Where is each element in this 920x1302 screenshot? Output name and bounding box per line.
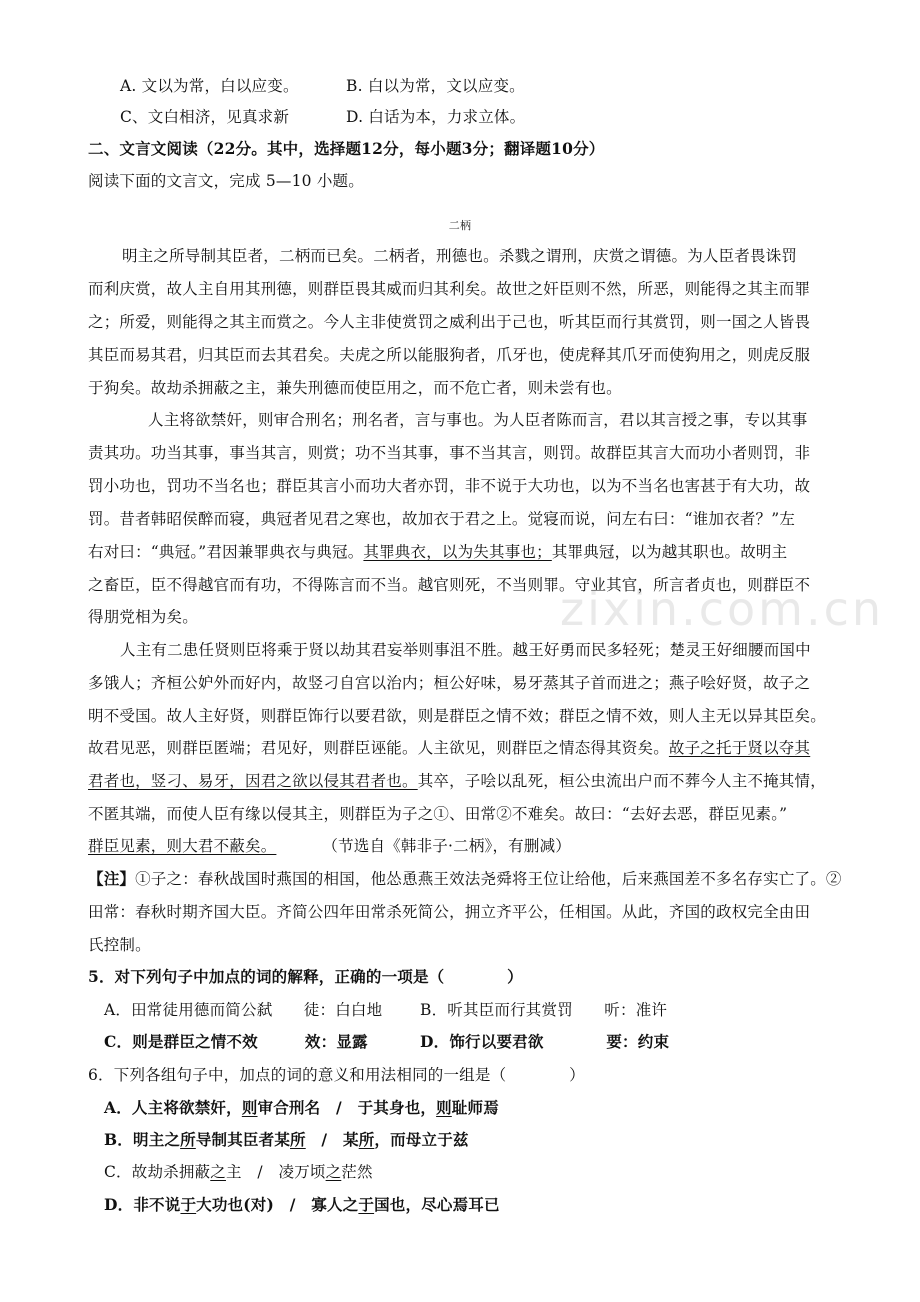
dotted-word: 之 bbox=[210, 1163, 226, 1181]
note-line3: 氏控制。 bbox=[88, 936, 151, 954]
text-run: 茫然 bbox=[341, 1163, 373, 1181]
underlined-sentence: 故子之托于贤以夺其 bbox=[668, 739, 811, 757]
text-run: 其卒，子哙以乱死，桓公虫流出户而不葬今人主不掩其情， bbox=[417, 772, 826, 790]
underlined-sentence: 君者也，竖刁、易牙，因君之欲以侵其君者也。 bbox=[88, 772, 418, 790]
q6-option-c bbox=[104, 1162, 373, 1182]
passage-p3-line3: 明不受国。故人主好贤，则群臣饰行以要君欲，则是群臣之情不效；群臣之情不效，则人主无以异其臣矣。 bbox=[88, 707, 826, 725]
text-run: B．明主之 bbox=[104, 1130, 181, 1149]
underlined-sentence: 其罪典衣，以为失其事也； bbox=[363, 543, 552, 561]
q5-stem: 5．对下列句子中加点的词的解释，正确的一项是（ ） bbox=[88, 967, 523, 986]
passage-p2-line5 bbox=[88, 542, 787, 562]
text-run: 故君见恶，则群臣匿端；君见好，则群臣诬能。人主欲见，则群臣之情态得其资矣。 bbox=[88, 739, 669, 757]
text-run: D．非不说 bbox=[104, 1195, 181, 1214]
q4-option-c: C、文白相济，见真求新 bbox=[120, 108, 290, 126]
text-run: 耻师焉 bbox=[451, 1098, 499, 1117]
text-run: 国也，尽心焉耳已 bbox=[374, 1195, 500, 1214]
passage-p3-line7 bbox=[88, 836, 571, 856]
note-line2: 田常：春秋时期齐国大臣。齐简公四年田常杀死简公，拥立齐平公，任相国。从此，齐国的政权完全由田 bbox=[88, 903, 811, 921]
dotted-word: 所 bbox=[290, 1130, 306, 1149]
passage-p3-line6: 不匿其端，而使人臣有缘以侵其主，则群臣为子之①、田常②不难矣。故曰：“去好去恶，群臣见素。” bbox=[88, 805, 788, 823]
watermark: zixin.com.cn bbox=[560, 582, 885, 636]
q5-option-a: A．田常徒用德而简公弑 徒：白白地 bbox=[104, 1001, 383, 1019]
passage-p3-line5 bbox=[88, 771, 826, 791]
dotted-word: 则 bbox=[241, 1098, 258, 1117]
text-run: A．人主将欲禁奸， bbox=[104, 1098, 242, 1117]
text-run: 导制其臣者某 bbox=[195, 1130, 291, 1149]
passage-p1-line5: 于狗矣。故劫杀拥蔽之主，兼失刑德而使臣用之，而不危亡者，则未尝有也。 bbox=[88, 379, 622, 397]
passage-p1-line4: 其臣而易其君，归其臣而去其君矣。夫虎之所以能服狗者，爪牙也，使虎释其爪牙而使狗用之，则虎反服 bbox=[88, 346, 811, 364]
text-run: ，而母立于兹 bbox=[374, 1130, 469, 1149]
text-run: 大功也(对) / 寡人之 bbox=[196, 1195, 359, 1214]
passage-p1-line1: 明主之所导制其臣者，二柄而已矣。二柄者，刑德也。杀戮之谓刑，庆赏之谓德。为人臣者畏诛罚 bbox=[122, 247, 798, 265]
passage-p2-line4: 罚。昔者韩昭侯醉而寝，典冠者见君之寒也，故加衣于君之上。觉寝而说，问左右曰：“谁加衣者？”左 bbox=[88, 510, 796, 528]
passage-p1-line2: 而利庆赏，故人主自用其刑德，则群臣畏其威而归其利矣。故世之奸臣则不然，所恶，则能得之其主而罪 bbox=[88, 280, 811, 298]
dotted-word: 之 bbox=[325, 1163, 342, 1181]
passage-p2-line6: 之畜臣，臣不得越官而有功，不得陈言而不当。越官则死，不当则罪。守业其官，所言者贞也，则群臣不 bbox=[88, 576, 811, 594]
passage-p3-line4 bbox=[88, 738, 810, 758]
passage-p2-line1: 人主将欲禁奸，则审合刑名；刑名者，言与事也。为人臣者陈而言，君以其言授之事，专以其事 bbox=[148, 411, 808, 429]
q6-stem: 6．下列各组句子中，加点的词的意义和用法相同的一组是（ ） bbox=[88, 1066, 585, 1084]
q6-option-d bbox=[104, 1195, 500, 1215]
text-run: ①子之：春秋战国时燕国的相国，他怂恿燕王效法尧舜将王位让给他，后来燕国差不多名存实亡了。② bbox=[135, 870, 842, 888]
dotted-word: 所 bbox=[180, 1130, 196, 1149]
text-run: 右对曰：“典冠。”君因兼罪典衣与典冠。 bbox=[88, 543, 364, 561]
underlined-sentence: 群臣见素，则大君不蔽矣。 bbox=[88, 837, 277, 855]
q4-option-d: D. 白话为本，力求立体。 bbox=[346, 108, 526, 126]
q5-option-d: D．饰行以要君欲 要：约束 bbox=[420, 1032, 670, 1051]
passage-p3-line2: 多饿人；齐桓公妒外而好内，故竖刁自宫以治内；桓公好味，易牙蒸其子首而进之；燕子哙好贤，故子之 bbox=[88, 674, 811, 692]
q5-option-b: B．听其臣而行其赏罚 听：准许 bbox=[420, 1001, 668, 1019]
text-run: C．故劫杀拥蔽 bbox=[104, 1163, 211, 1181]
passage-p2-line2: 责其功。功当其事，事当其言，则赏；功不当其事，事不当其言，则罚。故群臣其言大而功小者则罚，非 bbox=[88, 444, 811, 462]
dotted-word: 于 bbox=[180, 1195, 197, 1214]
section2-heading: 二、文言文阅读（22分。其中，选择题12分，每小题3分；翻译题10分） bbox=[88, 139, 605, 158]
passage-p2-line7: 得朋党相为矣。 bbox=[88, 608, 198, 626]
note-line1 bbox=[88, 869, 842, 889]
dotted-word: 所 bbox=[358, 1130, 375, 1149]
note-label: 【注】 bbox=[88, 869, 136, 888]
passage-p1-line3: 之；所爱，则能得之其主而赏之。今人主非使赏罚之威利出于己也，听其臣而行其赏罚，则一国之人皆畏 bbox=[88, 313, 811, 331]
passage-p3-line1: 人主有二患任贤则臣将乘于贤以劫其君妄举则事沮不胜。越王好勇而民多轻死；楚灵王好细腰而国中 bbox=[120, 641, 811, 659]
q5-option-c: C．则是群臣之情不效 效：显露 bbox=[104, 1032, 368, 1051]
q4-option-a: A. 文以为常，白以应变。 bbox=[120, 77, 299, 95]
source-citation: （节选自《韩非子·二柄》，有删减） bbox=[322, 837, 571, 855]
passage-p2-line3: 罚小功也，罚功不当名也；群臣其言小而功大者亦罚，非不说于大功也，以为不当名也害甚于有大功，故 bbox=[88, 477, 811, 495]
text-run: 主 / 凌万顷 bbox=[225, 1163, 326, 1181]
dotted-word: 于 bbox=[358, 1195, 375, 1214]
q6-option-b bbox=[104, 1130, 469, 1150]
dotted-word: 则 bbox=[436, 1098, 452, 1117]
text-run: 审合刑名 / 于其身也， bbox=[257, 1098, 437, 1117]
passage-title: 二柄 bbox=[448, 219, 472, 232]
text-run: / 某 bbox=[305, 1130, 359, 1149]
section2-instruction: 阅读下面的文言文，完成 5—10 小题。 bbox=[88, 172, 364, 190]
text-run: 其罪典冠，以为越其职也。故明主 bbox=[551, 543, 788, 561]
q6-option-a bbox=[104, 1098, 499, 1118]
q4-option-b: B. 白以为常，文以应变。 bbox=[346, 77, 525, 95]
